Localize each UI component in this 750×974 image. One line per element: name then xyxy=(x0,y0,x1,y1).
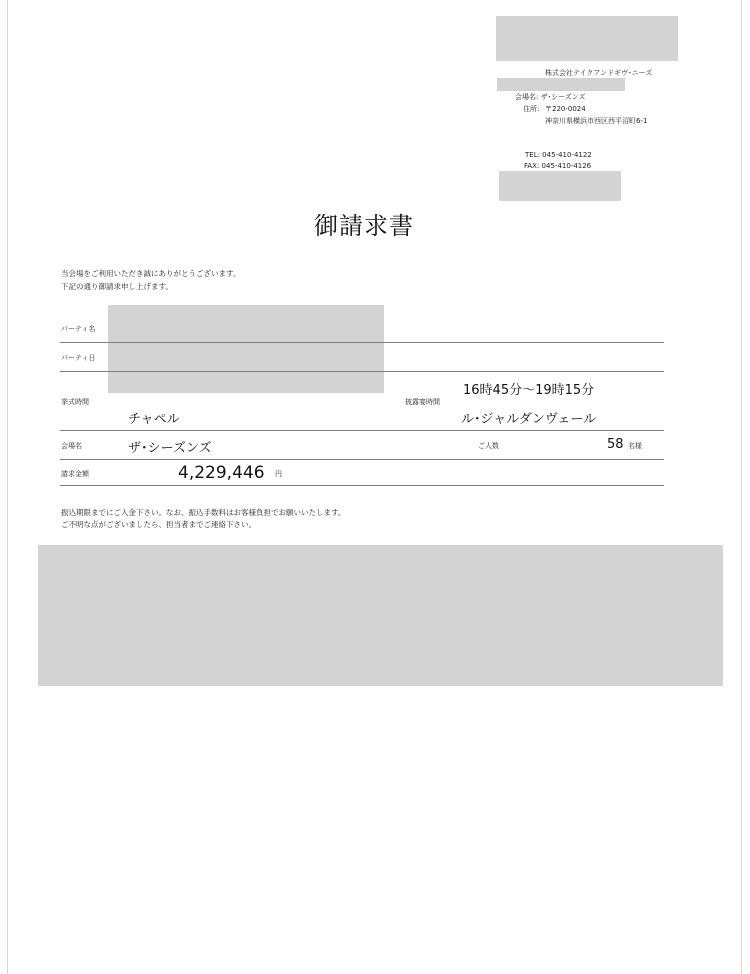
redacted-logo xyxy=(496,16,678,61)
amount-label: 請求金額 xyxy=(61,470,89,478)
row-divider xyxy=(60,342,664,343)
venue-value: ザ･シーズンズ xyxy=(128,441,212,456)
amount-unit: 円 xyxy=(275,470,282,478)
party-name-label: パーティ名 xyxy=(61,325,96,333)
page-right-edge xyxy=(741,0,742,974)
company-address-label: 住所: xyxy=(523,105,540,113)
company-name: 株式会社テイクアンドギヴ･ニーズ xyxy=(545,69,653,77)
company-tel: TEL: 045-410-4122 xyxy=(525,151,592,159)
row-divider xyxy=(60,430,664,431)
row-divider xyxy=(60,371,664,372)
ceremony-time-label: 挙式時間 xyxy=(61,398,89,406)
guests-unit: 名様 xyxy=(628,442,642,450)
redacted-bank-details xyxy=(38,545,723,686)
venue-label: 会場名 xyxy=(61,442,82,450)
company-postal: 〒220-0024 xyxy=(545,105,586,113)
amount-value: 4,229,446 xyxy=(178,463,265,483)
reception-time-label: 披露宴時間 xyxy=(405,398,440,406)
redacted-party-info xyxy=(108,305,384,393)
row-divider xyxy=(60,459,664,460)
note-line-2: ご不明な点がございましたら、担当者までご連絡下さい。 xyxy=(61,520,256,529)
guests-value: 58 xyxy=(607,437,624,452)
greeting-line-1: 当会場をご利用いただき誠にありがとうございます。 xyxy=(61,269,241,278)
page-left-edge xyxy=(7,0,8,974)
redacted-contact xyxy=(499,171,621,201)
document-title: 御請求書 xyxy=(314,212,414,240)
guests-label: ご人数 xyxy=(478,442,499,450)
company-fax: FAX: 045-410-4126 xyxy=(524,162,592,170)
company-address: 神奈川県横浜市西区西平沼町6-1 xyxy=(545,117,648,125)
party-date-label: パーティ日 xyxy=(61,354,96,362)
ceremony-value: チャペル xyxy=(128,412,180,427)
reception-room-value: ル･ジャルダンヴェール xyxy=(461,412,597,427)
note-line-1: 振込期限までにご入金下さい。なお、振込手数料はお客様負担でお願いいたします。 xyxy=(61,508,346,517)
redacted-company-line xyxy=(497,78,625,91)
reception-time-value: 16時45分～19時15分 xyxy=(463,383,595,398)
row-divider xyxy=(60,485,664,486)
greeting-line-2: 下記の通り御請求申し上げます。 xyxy=(61,282,173,291)
company-venue: 会場名: ザ･シーズンズ xyxy=(515,93,586,101)
